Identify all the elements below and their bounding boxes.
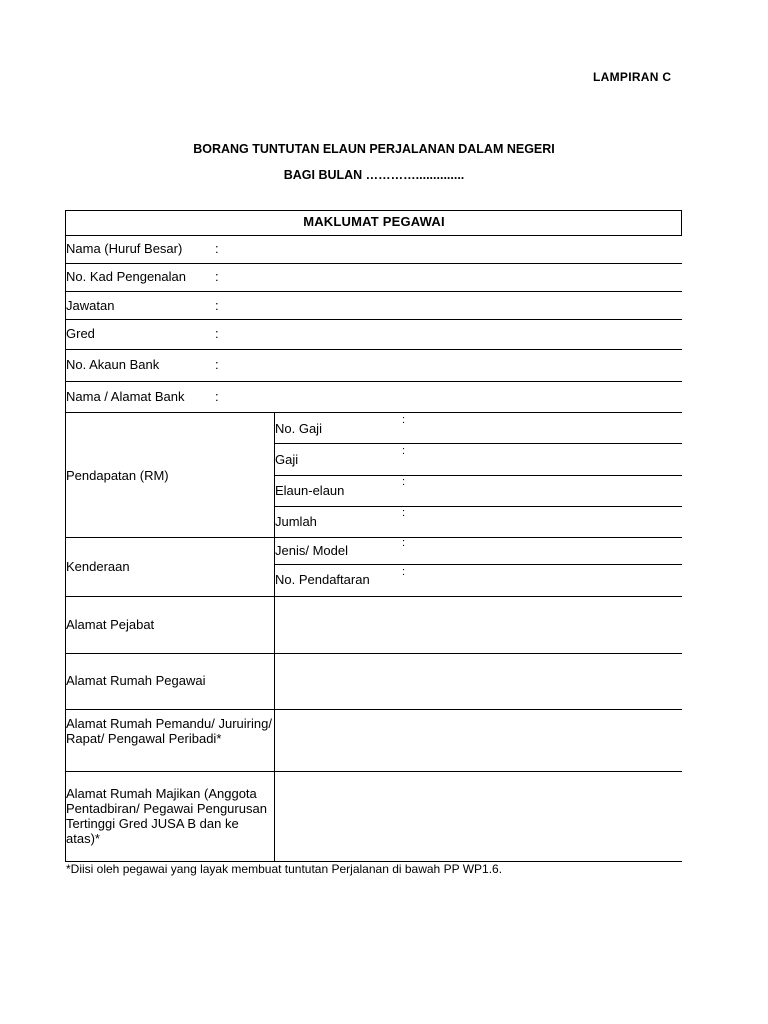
- colon: :: [215, 326, 219, 341]
- colon: :: [215, 298, 219, 313]
- field-label-no-pendaftaran: No. Pendaftaran: [275, 572, 370, 587]
- field-label-alamat-rumah-pemandu: Alamat Rumah Pemandu/ Juruiring/ Rapat/ Pengawal Peribadi*: [66, 716, 272, 746]
- colon: :: [402, 507, 406, 519]
- no-pendaftaran-input[interactable]: [408, 565, 681, 595]
- field-label-jenis-model: Jenis/ Model: [275, 543, 348, 558]
- alamat-pejabat-input[interactable]: [275, 597, 681, 652]
- field-label-elaun-elaun: Elaun-elaun: [275, 483, 345, 498]
- field-label-pendapatan: Pendapatan (RM): [66, 468, 169, 483]
- annex-label: LAMPIRAN C: [593, 70, 672, 84]
- alamat-rumah-majikan-input[interactable]: [275, 772, 681, 860]
- field-label-no-gaji: No. Gaji: [275, 421, 322, 436]
- form-title: BORANG TUNTUTAN ELAUN PERJALANAN DALAM NEGERI: [193, 142, 555, 156]
- akaun-bank-input[interactable]: [222, 350, 681, 380]
- nama-input[interactable]: [222, 236, 681, 262]
- field-label-nama-alamat-bank: Nama / Alamat Bank: [66, 389, 185, 404]
- elaun-input[interactable]: [408, 476, 681, 505]
- alamat-rumah-pemandu-input[interactable]: [275, 710, 681, 770]
- colon: :: [215, 241, 219, 256]
- footnote: *Diisi oleh pegawai yang layak membuat tuntutan Perjalanan di bawah PP WP1.6.: [66, 862, 503, 876]
- field-label-alamat-rumah-majikan: Alamat Rumah Majikan (Anggota Pentadbiran/ Pegawai Pengurusan Tertinggi Gred JUSA B dan ke atas)*: [66, 786, 267, 846]
- colon: :: [402, 476, 406, 488]
- field-label-nama: Nama (Huruf Besar): [66, 241, 183, 256]
- no-gaji-input[interactable]: [408, 413, 681, 442]
- colon: :: [402, 566, 406, 578]
- kad-pengenalan-input[interactable]: [222, 264, 681, 290]
- gred-input[interactable]: [222, 320, 681, 348]
- colon: :: [215, 389, 219, 404]
- field-label-alamat-rumah-pegawai: Alamat Rumah Pegawai: [66, 673, 206, 688]
- section-header: MAKLUMAT PEGAWAI: [303, 214, 445, 229]
- field-label-alamat-pejabat: Alamat Pejabat: [66, 617, 155, 632]
- colon: :: [215, 269, 219, 284]
- field-label-kad-pengenalan: No. Kad Pengenalan: [66, 269, 186, 284]
- field-label-kenderaan: Kenderaan: [66, 559, 130, 574]
- rule: [65, 210, 682, 211]
- form-subtitle: BAGI BULAN …………..............: [283, 168, 465, 182]
- jumlah-input[interactable]: [408, 507, 681, 536]
- field-label-akaun-bank: No. Akaun Bank: [66, 357, 160, 372]
- field-label-jumlah: Jumlah: [275, 514, 317, 529]
- field-label-jawatan: Jawatan: [66, 298, 115, 313]
- jenis-model-input[interactable]: [408, 538, 681, 563]
- field-label-gaji: Gaji: [275, 452, 299, 467]
- colon: :: [402, 445, 406, 457]
- nama-alamat-bank-input[interactable]: [222, 382, 681, 411]
- alamat-rumah-pegawai-input[interactable]: [275, 654, 681, 708]
- gaji-input[interactable]: [408, 444, 681, 474]
- colon: :: [402, 537, 406, 549]
- colon: :: [215, 357, 219, 372]
- jawatan-input[interactable]: [222, 292, 681, 318]
- field-label-gred: Gred: [66, 326, 95, 341]
- colon: :: [402, 414, 406, 426]
